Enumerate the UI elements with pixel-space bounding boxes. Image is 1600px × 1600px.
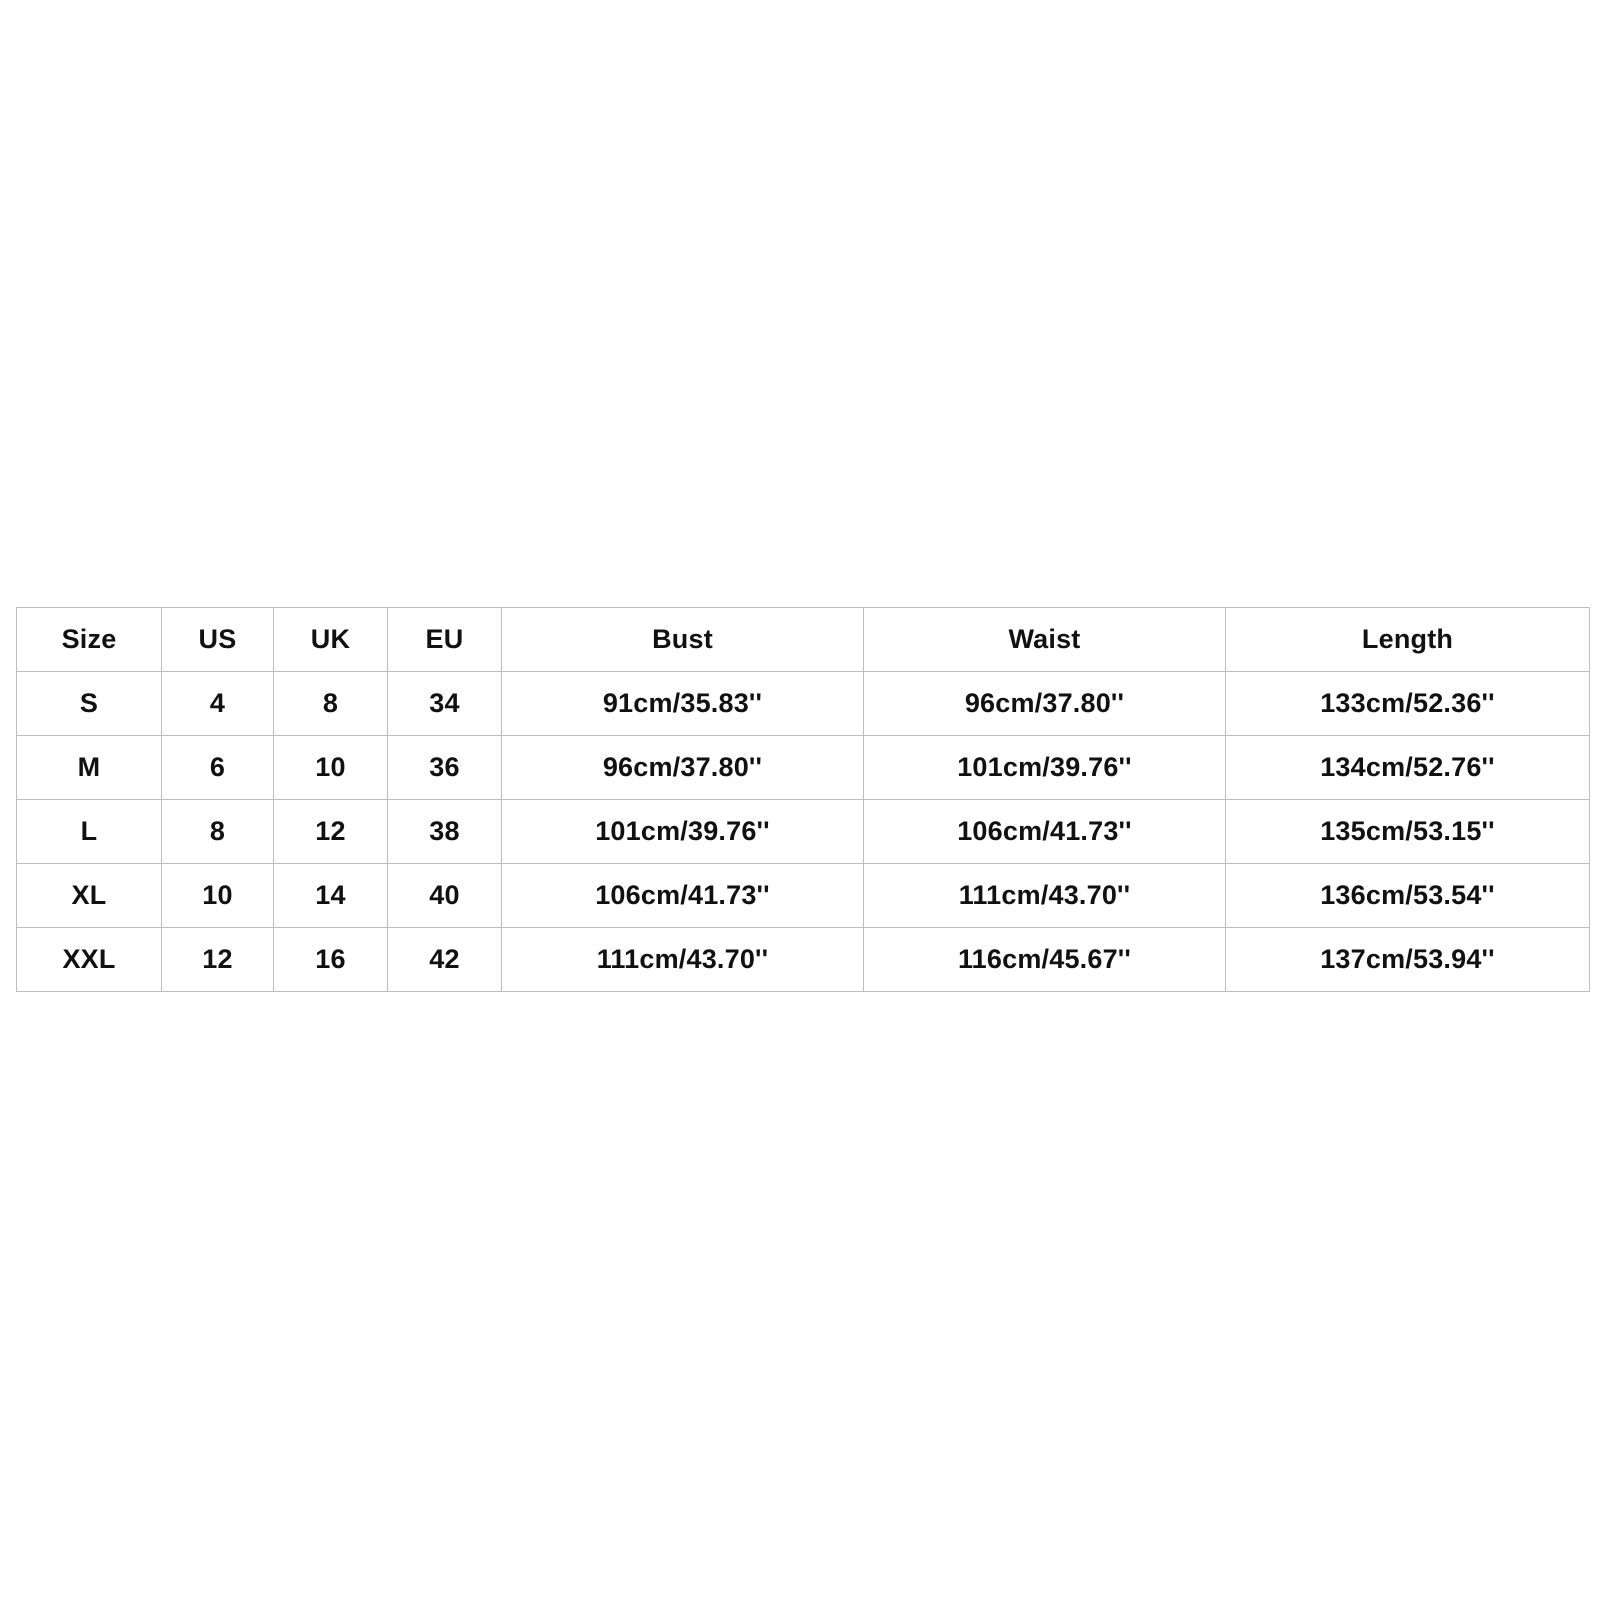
cell-us: 12: [162, 928, 274, 992]
cell-us: 4: [162, 672, 274, 736]
cell-eu: 40: [388, 864, 502, 928]
cell-uk: 10: [274, 736, 388, 800]
cell-eu: 38: [388, 800, 502, 864]
cell-eu: 36: [388, 736, 502, 800]
cell-size: XXL: [17, 928, 162, 992]
cell-size: S: [17, 672, 162, 736]
cell-eu: 42: [388, 928, 502, 992]
cell-us: 6: [162, 736, 274, 800]
table-row: [17, 800, 1590, 864]
cell-us: 10: [162, 864, 274, 928]
size-chart-table: [16, 607, 1590, 992]
cell-length: 137cm/53.94'': [1226, 928, 1590, 992]
cell-waist: 116cm/45.67'': [864, 928, 1226, 992]
cell-length: 135cm/53.15'': [1226, 800, 1590, 864]
cell-bust: 96cm/37.80'': [502, 736, 864, 800]
cell-eu: 34: [388, 672, 502, 736]
cell-uk: 8: [274, 672, 388, 736]
cell-length: 136cm/53.54'': [1226, 864, 1590, 928]
header-bust: Bust: [502, 608, 864, 672]
table-row: [17, 672, 1590, 736]
cell-us: 8: [162, 800, 274, 864]
header-size: Size: [17, 608, 162, 672]
cell-length: 134cm/52.76'': [1226, 736, 1590, 800]
cell-bust: 101cm/39.76'': [502, 800, 864, 864]
cell-length: 133cm/52.36'': [1226, 672, 1590, 736]
cell-waist: 106cm/41.73'': [864, 800, 1226, 864]
cell-size: M: [17, 736, 162, 800]
cell-bust: 91cm/35.83'': [502, 672, 864, 736]
header-uk: UK: [274, 608, 388, 672]
cell-size: XL: [17, 864, 162, 928]
cell-uk: 16: [274, 928, 388, 992]
table-row: [17, 736, 1590, 800]
cell-bust: 106cm/41.73'': [502, 864, 864, 928]
cell-waist: 101cm/39.76'': [864, 736, 1226, 800]
cell-bust: 111cm/43.70'': [502, 928, 864, 992]
header-length: Length: [1226, 608, 1590, 672]
header-us: US: [162, 608, 274, 672]
cell-uk: 12: [274, 800, 388, 864]
cell-uk: 14: [274, 864, 388, 928]
table-row: [17, 864, 1590, 928]
header-waist: Waist: [864, 608, 1226, 672]
header-row: [17, 608, 1590, 672]
header-eu: EU: [388, 608, 502, 672]
table-row: [17, 928, 1590, 992]
cell-waist: 111cm/43.70'': [864, 864, 1226, 928]
cell-size: L: [17, 800, 162, 864]
cell-waist: 96cm/37.80'': [864, 672, 1226, 736]
